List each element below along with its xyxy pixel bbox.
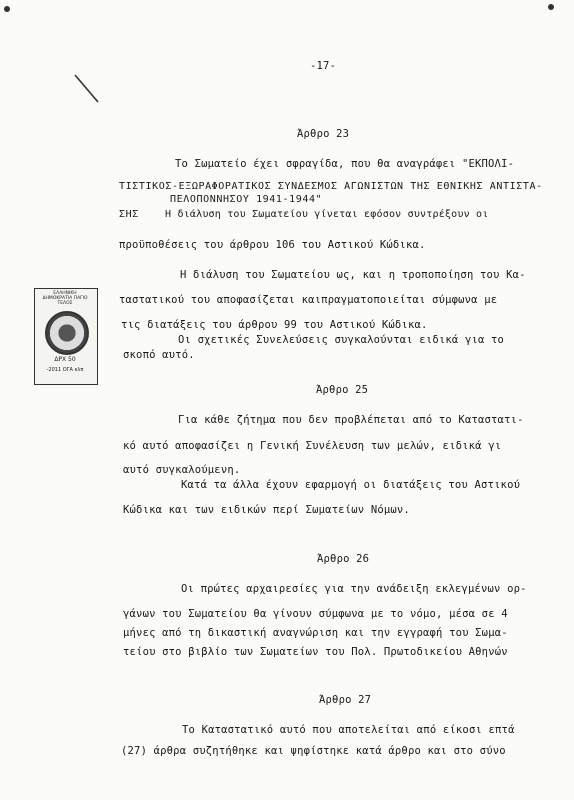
revenue-stamp bbox=[34, 288, 98, 385]
article-26-heading: Άρθρο 26 bbox=[317, 553, 370, 565]
article-26-line: Οι πρώτες αρχαιρεσίες για την ανάδειξη εκλεγμένων ορ- bbox=[181, 583, 527, 595]
article-26-line: μήνες από τη δικαστική αναγνώριση και την εγγραφή του Σωμα- bbox=[123, 627, 508, 639]
article-26-line: τείου στο βιβλίο των Σωματείων του Πολ. Πρωτοδικείου Αθηνών bbox=[123, 646, 508, 658]
article-23-line: ΤΙΣΤΙΚΟΣ-ΕΞΩΡΑΦΟΡΑΤΙΚΟΣ ΣΥΝΔΕΣΜΟΣ ΑΓΩΝΙΣΤΩΝ ΤΗΣ ΕΘΝΙΚΗΣ ΑΝΤΙΣΤΑ- bbox=[119, 181, 543, 192]
article-25-line: Για κάθε ζήτημα που δεν προβλέπεται από το Καταστατι- bbox=[178, 414, 524, 426]
article-27-line: (27) άρθρα συζητήθηκε και ψηφίστηκε κατά άρθρο και στο σύνο bbox=[121, 745, 506, 757]
page-number: -17- bbox=[310, 60, 337, 72]
article-26-line: γάνων του Σωματείου θα γίνουν σύμφωνα με το νόμο, μέσα σε 4 bbox=[123, 608, 508, 620]
punch-hole bbox=[4, 6, 10, 12]
article-23-line: Το Σωματείο έχει σφραγίδα, που θα αναγράφει "ΕΚΠΟΛΙ- bbox=[175, 158, 515, 170]
article-23-line: Η διάλυση του Σωματείου γίνεται εφόσον συντρέξουν οι bbox=[165, 209, 489, 220]
stamp-value: ΔΡΧ 50 bbox=[54, 356, 76, 363]
article-23-heading: Άρθρο 23 bbox=[297, 128, 350, 140]
article-25-line: κό αυτό αποφασίζει η Γενική Συνέλευση των μελών, ειδικά γι bbox=[123, 440, 502, 452]
stamp-emblem-icon bbox=[45, 311, 89, 355]
pen-mark bbox=[70, 70, 110, 110]
punch-hole bbox=[548, 4, 554, 10]
article-23-line: ταστατικού του αποφασίζεται καιπραγματοποιείται σύμφωνα με bbox=[119, 294, 498, 306]
article-25-line: αυτό συγκαλούμενη. bbox=[123, 464, 241, 476]
article-23-line: Οι σχετικές Συνελεύσεις συγκαλούνται ειδικά για το bbox=[178, 334, 505, 346]
article-25-line: Κώδικα και των ειδικών περί Σωματείων Νόμων. bbox=[123, 504, 410, 516]
article-25-line: Κατά τα άλλα έχουν εφαρμογή οι διατάξεις του Αστικού bbox=[181, 479, 521, 491]
article-23-line: ΣΗΣ bbox=[119, 209, 139, 220]
article-23-line: τις διατάξεις του άρθρου 99 του Αστικού Κώδικα. bbox=[121, 319, 428, 331]
article-27-heading: Άρθρο 27 bbox=[319, 694, 372, 706]
article-23-line: Η διάλυση του Σωματείου ως, και η τροποποίηση του Κα- bbox=[180, 269, 526, 281]
article-23-line: ΠΕΛΟΠΟΝΝΗΣΟΥ 1941-1944" bbox=[170, 194, 323, 205]
article-27-line: Το Καταστατικό αυτό που αποτελείται από είκοσι επτά bbox=[182, 724, 515, 736]
stamp-header: ΕΛΛΗΝΙΚΗ ΔΗΜΟΚΡΑΤΙΑ ΠΑΓΙΟ ΤΕΛΟΣ bbox=[42, 291, 88, 306]
article-23-line: προϋποθέσεις του άρθρου 106 του Αστικού Κώδικα. bbox=[119, 239, 426, 251]
article-23-line: σκοπό αυτό. bbox=[123, 349, 195, 361]
stamp-sub: -2011 ΟΓΑ κλπ bbox=[46, 367, 84, 373]
article-25-heading: Άρθρο 25 bbox=[316, 384, 369, 396]
